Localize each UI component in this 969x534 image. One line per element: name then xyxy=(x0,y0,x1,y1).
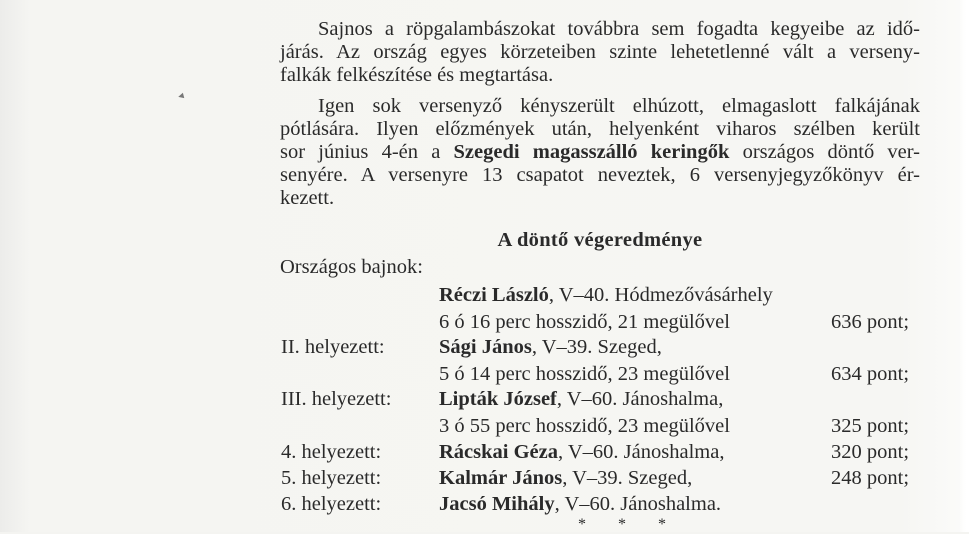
result-place: 4. helyezett: xyxy=(281,441,382,463)
competitor-details: , V–40. Hódmezővásárhely xyxy=(548,284,773,306)
result-entry xyxy=(439,284,773,307)
competitor-name: Lipták József xyxy=(439,388,557,410)
result-timing: 5 ó 14 perc hosszidő, 23 megülővel xyxy=(439,363,730,385)
section-separator: * * * xyxy=(578,516,680,533)
result-place: 5. helyezett: xyxy=(281,467,382,489)
result-place: III. helyezett: xyxy=(281,388,392,410)
paragraph-line: senyére. A versenyre 13 csapatot neveztek, 6 versenyjegyzőkönyv ér- xyxy=(280,164,920,186)
result-name-row xyxy=(0,336,969,359)
paragraph-line: járás. Az ország egyes körzeteiben szinte lehetetlenné vált a verseny- xyxy=(280,41,920,63)
result-score: 634 pont; xyxy=(831,363,910,385)
result-name-row xyxy=(0,284,969,307)
result-place: II. helyezett: xyxy=(281,336,385,358)
result-entry xyxy=(439,336,662,359)
champion-label: Országos bajnok: xyxy=(280,256,423,278)
competitor-name: Sági János xyxy=(439,336,532,358)
margin-mark: ◂ xyxy=(176,89,186,103)
text-segment: sor június 4-én a xyxy=(280,141,454,163)
paragraph-line: Sajnos a röpgalambászokat továbbra sem fogadta kegyeibe az idő- xyxy=(318,18,920,40)
result-timing-row xyxy=(0,363,969,386)
competitor-details: , V–39. Szeged, xyxy=(562,467,693,489)
paragraph-line: falkák felkészítése és megtartása. xyxy=(280,64,554,86)
result-timing: 6 ó 16 perc hosszidő, 21 megülővel xyxy=(439,311,730,333)
competitor-name: Rácskai Géza xyxy=(439,441,558,463)
paragraph-line: kezett. xyxy=(280,187,335,209)
competitor-details: , V–39. Szeged, xyxy=(531,336,662,358)
result-score: 320 pont; xyxy=(831,441,910,463)
competitor-name: Kalmár János xyxy=(439,467,563,489)
result-name-row xyxy=(0,441,969,464)
result-name-row xyxy=(0,467,969,490)
competitor-details: , V–60. Jánoshalma, xyxy=(558,441,725,463)
competitor-name: Jacsó Mihály xyxy=(439,493,555,515)
result-score: 636 pont; xyxy=(831,311,910,333)
bold-breed-name: Szegedi magasszálló keringők xyxy=(453,141,730,163)
page-edge xyxy=(959,0,969,532)
result-timing-row xyxy=(0,415,969,438)
paragraph-line: pótlására. Ilyen előzmények után, helyenként viharos szélben került xyxy=(280,118,920,140)
result-timing-row xyxy=(0,311,969,334)
result-name-row xyxy=(0,493,969,516)
competitor-name: Réczi László xyxy=(439,284,549,306)
results-heading: A döntő végeredménye xyxy=(497,229,703,251)
result-entry xyxy=(439,388,723,411)
competitor-details: , V–60. Jánoshalma. xyxy=(554,493,722,515)
result-timing: 3 ó 55 perc hosszidő, 23 megülővel xyxy=(439,415,730,437)
result-entry xyxy=(439,467,692,490)
competitor-details: , V–60. Jánoshalma, xyxy=(556,388,724,410)
result-place: 6. helyezett: xyxy=(281,493,382,515)
result-score: 325 pont; xyxy=(831,415,910,437)
result-name-row xyxy=(0,388,969,411)
paragraph-line: Igen sok versenyző kényszerült elhúzott, elmagaslott falkájának xyxy=(318,95,920,117)
result-entry xyxy=(439,493,721,516)
result-score: 248 pont; xyxy=(831,467,910,489)
result-entry xyxy=(439,441,724,464)
text-segment: országos döntő ver- xyxy=(729,141,920,163)
